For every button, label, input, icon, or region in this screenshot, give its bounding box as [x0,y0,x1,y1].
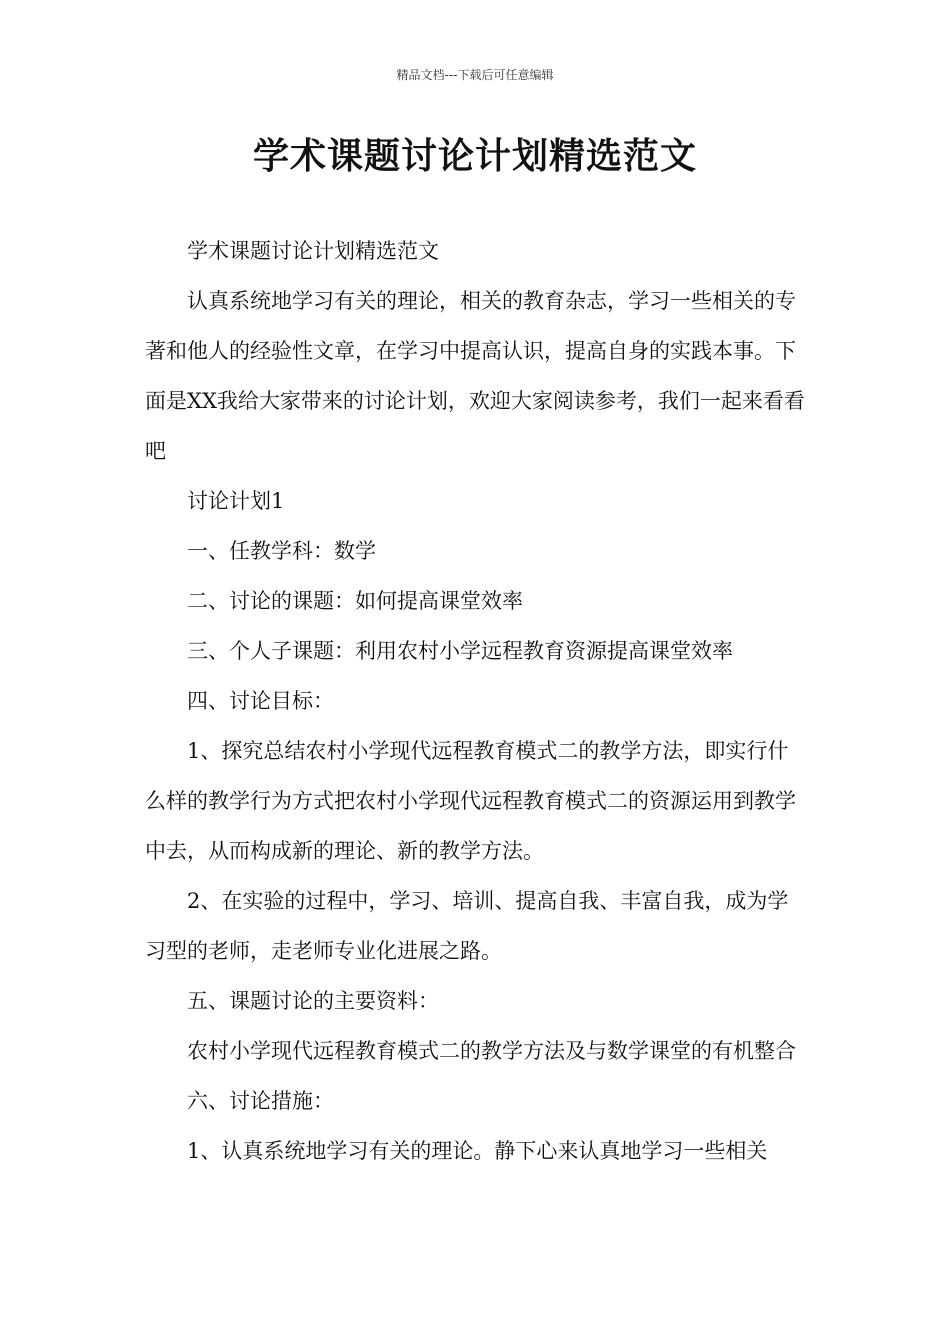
paragraph: 一、任教学科：数学 [187,539,376,563]
paragraph: 六、讨论措施： [187,1089,334,1113]
paragraph: 三、个人子课题：利用农村小学远程教育资源提高课堂效率 [187,639,733,663]
document-body [145,226,807,1176]
paragraph: 讨论计划1 [187,489,285,513]
paragraph: 二、讨论的课题：如何提高课堂效率 [187,589,523,613]
paragraph: 五、课题讨论的主要资料： [187,989,439,1013]
paragraph: 1、认真系统地学习有关的理论。静下心来认真地学习一些相关 [187,1139,768,1163]
header-note: 精品文档---下载后可任意编辑 [396,68,554,82]
document-title: 学术课题讨论计划精选范文 [252,136,697,177]
paragraph: 四、讨论目标： [187,689,334,713]
paragraph: 1、探究总结农村小学现代远程教育模式二的教学方法，即实行什么样的教学行为方式把农村小学现代远程教育模式二的资源运用到教学中去，从而构成新的理论、新的教学方法。 [145,739,796,863]
paragraph: 认真系统地学习有关的理论，相关的教育杂志，学习一些相关的专著和他人的经验性文章，在学习中提高认识，提高自身的实践本事。下面是XX我给大家带来的讨论计划，欢迎大家阅读参考，我们一起来看看吧 [145,289,805,463]
paragraph: 2、在实验的过程中，学习、培训、提高自我、丰富自我，成为学习型的老师，走老师专业化进展之路。 [145,889,789,963]
paragraph: 农村小学现代远程教育模式二的教学方法及与数学课堂的有机整合 [187,1039,796,1063]
paragraph: 学术课题讨论计划精选范文 [187,239,439,263]
